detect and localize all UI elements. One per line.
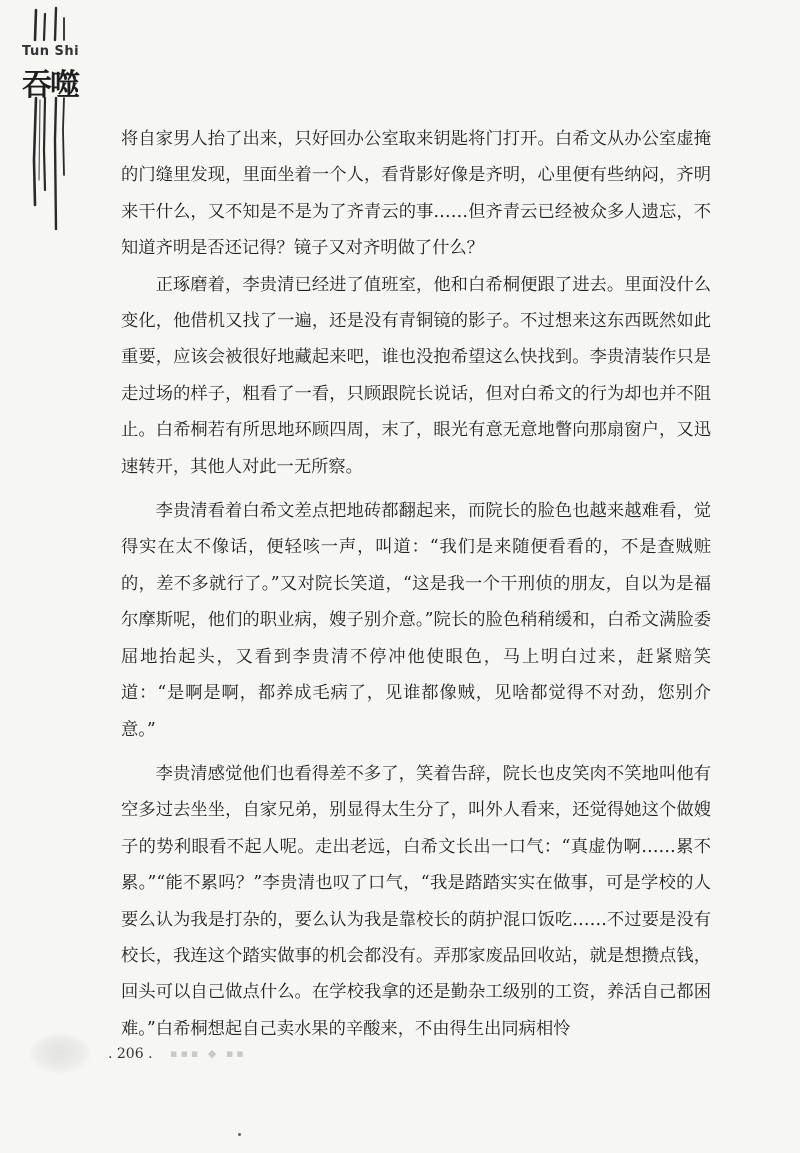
paragraph-2: 正琢磨着，李贵清已经进了值班室，他和白希桐便跟了进去。里面没什么变化，他借机又找了一遍，还是没有青铜镜的影子。不过想来这东西既然如此重要，应该会被很好地藏起来吧，谁也没抱希望这么快找到。李贵清装作只是走过场的样子，粗看了一看，只顾跟院长说话，但对白希文的行为却也并不阻止。白希桐若有所思地环顾四周，末了，眼光有意无意地瞥向那扇窗户，又迅速转开，其他人对此一无所察。 [121, 274, 711, 477]
logo-latin-text: Tun Shi [22, 44, 80, 59]
header-decorative-strokes [0, 0, 80, 230]
paragraph-4: 李贵清感觉他们也看得差不多了，笑着告辞，院长也皮笑肉不笑地叫他有空多过去坐坐，自家兄弟，别显得太生分了，叫外人看来，还觉得她这个做嫂子的势利眼看不起人呢。走出老远，白希文长出一口气：“真虚伪啊……累不累。”“能不累吗？”李贵清也叹了口气，“我是踏踏实实在做事，可是学校的人要么认为我是打杂的，要么认为我是靠校长的荫护混口饭吃……不过要是没有校长，我连这个踏实做事的机会都没有。弄那家废品回收站，就是想攒点钱，回头可以自己做点什么。在学校我拿的还是勤杂工级别的工资，养活自己都困难。”白希桐想起自己卖水果的辛酸来，不由得生出同病相怜 [121, 763, 711, 1039]
footer-faint-mark: ▪▪▪ ◆ ▪▪ [170, 1047, 247, 1060]
logo-chinese-text: 吞噬 [22, 68, 78, 103]
paragraph-3: 李贵清看着白希文差点把地砖都翻起来，而院长的脸色也越来越难看，觉得实在太不像话，便轻咳一声，叫道：“我们是来随便看看的，不是查贼赃的，差不多就行了。”又对院长笑道，“这是我一个干刑侦的朋友，自以为是福尔摩斯呢，他们的职业病，嫂子别介意。”院长的脸色稍稍缓和，白希文满脸委屈地抬起头，又看到李贵清不停冲他使眼色，马上明白过来，赶紧赔笑道：“是啊是啊，都养成毛病了，见谁都像贼，见啥都觉得不对劲，您别介意。” [121, 501, 711, 740]
scan-speck [238, 1133, 241, 1136]
paragraph-1: 将自家男人抬了出来，只好回办公室取来钥匙将门打开。白希文从办公室虚掩的门缝里发现，里面坐着一个人，看背影好像是齐明，心里便有些纳闷，齐明来干什么，又不知是不是为了齐青云的事……但齐青云已经被众多人遗忘，不知道齐明是否还记得？镜子又对齐明做了什么？ [121, 129, 711, 259]
footer-ornament [28, 1032, 92, 1074]
page-number: . 206 . [108, 1046, 153, 1062]
body-text [121, 121, 711, 1047]
